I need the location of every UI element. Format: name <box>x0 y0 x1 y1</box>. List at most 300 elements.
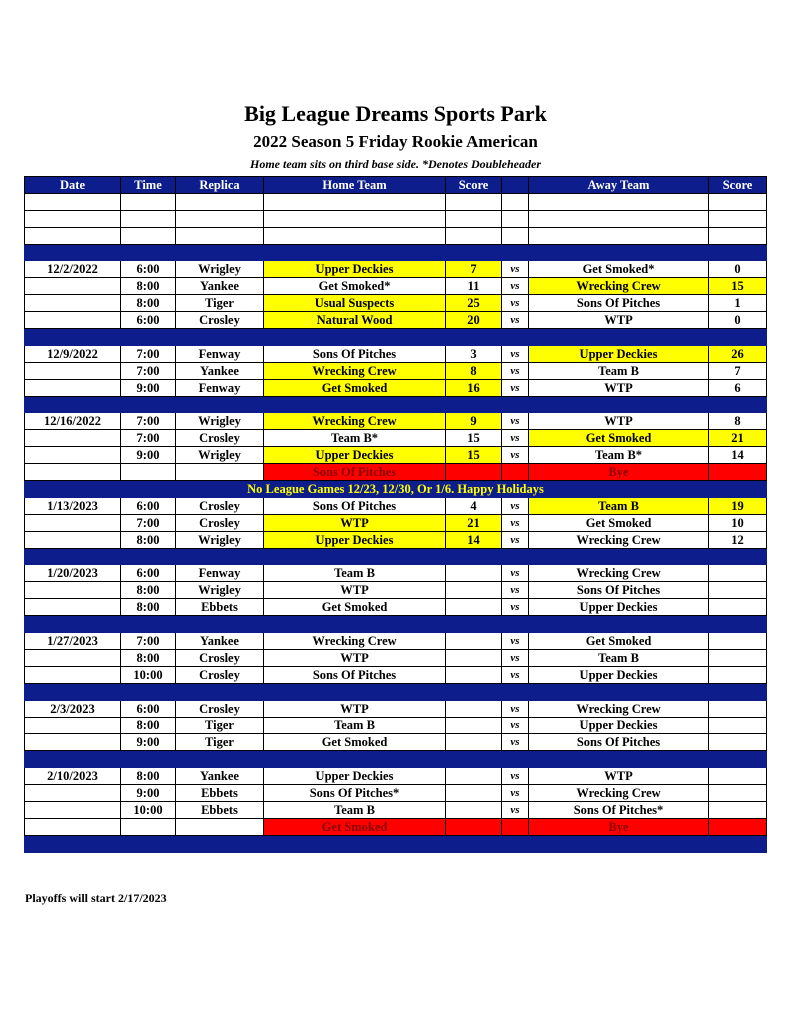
vs-cell <box>502 464 529 481</box>
time-cell: 6:00 <box>121 565 176 582</box>
away-score-cell <box>709 649 767 666</box>
home-score-cell: 3 <box>446 345 502 362</box>
away-score-cell: 12 <box>709 531 767 548</box>
home-score-cell: 15 <box>446 430 502 447</box>
home-team-cell: Sons Of Pitches <box>264 345 446 362</box>
date-cell <box>25 582 121 599</box>
away-score-cell: 7 <box>709 362 767 379</box>
home-team-cell: Sons Of Pitches <box>264 464 446 481</box>
away-team-cell: WTP <box>529 312 709 329</box>
home-team-cell: Wrecking Crew <box>264 362 446 379</box>
home-score-cell <box>446 599 502 616</box>
away-score-cell <box>709 818 767 835</box>
bye-row <box>25 464 767 481</box>
away-team-cell: Sons Of Pitches <box>529 295 709 312</box>
time-cell: 6:00 <box>121 261 176 278</box>
date-cell <box>25 447 121 464</box>
separator-cell <box>176 396 264 413</box>
vs-cell: vs <box>502 497 529 514</box>
replica-cell: Wrigley <box>176 413 264 430</box>
home-team-cell: Team B <box>264 717 446 734</box>
date-cell <box>25 734 121 751</box>
home-score-cell <box>446 565 502 582</box>
vs-cell: vs <box>502 278 529 295</box>
away-team-cell: Team B* <box>529 447 709 464</box>
replica-cell: Yankee <box>176 768 264 785</box>
separator-cell <box>121 396 176 413</box>
away-team-cell: Get Smoked <box>529 514 709 531</box>
empty-cell <box>25 210 121 227</box>
separator-cell <box>529 835 709 852</box>
separator-cell <box>709 329 767 346</box>
separator-cell <box>446 616 502 633</box>
separator-cell <box>25 244 121 261</box>
separator-cell <box>709 751 767 768</box>
time-cell <box>121 464 176 481</box>
separator-cell <box>25 683 121 700</box>
home-score-cell: 20 <box>446 312 502 329</box>
time-cell: 8:00 <box>121 582 176 599</box>
separator-cell <box>446 244 502 261</box>
away-team-cell: Upper Deckies <box>529 717 709 734</box>
away-team-cell: Get Smoked <box>529 633 709 650</box>
empty-cell <box>709 210 767 227</box>
separator-cell <box>529 683 709 700</box>
home-score-cell: 9 <box>446 413 502 430</box>
home-score-cell <box>446 768 502 785</box>
vs-cell: vs <box>502 295 529 312</box>
game-row <box>25 514 767 531</box>
empty-cell <box>446 227 502 244</box>
date-cell <box>25 312 121 329</box>
game-row <box>25 312 767 329</box>
date-cell <box>25 514 121 531</box>
home-score-cell <box>446 582 502 599</box>
separator-cell <box>502 683 529 700</box>
date-cell <box>25 295 121 312</box>
separator-cell <box>176 683 264 700</box>
home-score-cell <box>446 818 502 835</box>
empty-cell <box>529 193 709 210</box>
home-score-cell: 15 <box>446 447 502 464</box>
date-cell: 12/16/2022 <box>25 413 121 430</box>
vs-cell: vs <box>502 379 529 396</box>
home-team-cell: Sons Of Pitches* <box>264 785 446 802</box>
home-team-cell: Wrecking Crew <box>264 413 446 430</box>
away-score-cell: 15 <box>709 278 767 295</box>
replica-cell: Fenway <box>176 379 264 396</box>
separator-cell <box>264 751 446 768</box>
away-team-cell: Get Smoked <box>529 430 709 447</box>
away-score-cell: 6 <box>709 379 767 396</box>
separator-row <box>25 396 767 413</box>
separator-row <box>25 835 767 852</box>
vs-cell: vs <box>502 514 529 531</box>
home-score-cell <box>446 734 502 751</box>
time-cell: 10:00 <box>121 666 176 683</box>
separator-cell <box>709 616 767 633</box>
separator-cell <box>25 548 121 565</box>
date-cell: 12/2/2022 <box>25 261 121 278</box>
schedule-note: Home team sits on third base side. *Denotes Doubleheader <box>250 157 541 171</box>
replica-cell: Crosley <box>176 666 264 683</box>
vs-cell: vs <box>502 717 529 734</box>
away-team-cell: Wrecking Crew <box>529 278 709 295</box>
home-team-cell: Team B <box>264 565 446 582</box>
away-score-cell <box>709 785 767 802</box>
home-team-cell: WTP <box>264 582 446 599</box>
date-cell <box>25 666 121 683</box>
replica-cell: Tiger <box>176 734 264 751</box>
header-row <box>25 177 767 194</box>
empty-cell <box>264 193 446 210</box>
home-team-cell: Upper Deckies <box>264 447 446 464</box>
separator-cell <box>176 751 264 768</box>
empty-cell <box>446 193 502 210</box>
date-cell: 1/27/2023 <box>25 633 121 650</box>
schedule-body <box>25 193 767 852</box>
empty-cell <box>176 210 264 227</box>
replica-cell: Ebbets <box>176 801 264 818</box>
time-cell: 9:00 <box>121 379 176 396</box>
replica-cell: Wrigley <box>176 582 264 599</box>
home-team-cell: Upper Deckies <box>264 768 446 785</box>
replica-cell <box>176 818 264 835</box>
separator-cell <box>502 244 529 261</box>
away-team-cell: Wrecking Crew <box>529 565 709 582</box>
vs-cell: vs <box>502 633 529 650</box>
game-row <box>25 278 767 295</box>
separator-cell <box>121 751 176 768</box>
away-score-cell: 0 <box>709 312 767 329</box>
separator-cell <box>264 683 446 700</box>
home-team-cell: Usual Suspects <box>264 295 446 312</box>
game-row <box>25 362 767 379</box>
date-cell <box>25 362 121 379</box>
away-team-cell: Bye <box>529 464 709 481</box>
replica-cell: Crosley <box>176 497 264 514</box>
away-score-cell <box>709 734 767 751</box>
home-team-cell: WTP <box>264 700 446 717</box>
date-cell <box>25 464 121 481</box>
empty-cell <box>502 210 529 227</box>
col-vs <box>502 177 529 194</box>
home-team-cell: Upper Deckies <box>264 531 446 548</box>
separator-cell <box>121 683 176 700</box>
vs-cell: vs <box>502 785 529 802</box>
home-score-cell <box>446 633 502 650</box>
date-cell <box>25 531 121 548</box>
away-team-cell: Team B <box>529 649 709 666</box>
away-team-cell: Team B <box>529 362 709 379</box>
away-score-cell <box>709 633 767 650</box>
empty-cell <box>502 193 529 210</box>
separator-cell <box>709 548 767 565</box>
away-score-cell <box>709 717 767 734</box>
separator-cell <box>709 396 767 413</box>
replica-cell: Wrigley <box>176 447 264 464</box>
away-team-cell: Wrecking Crew <box>529 700 709 717</box>
home-score-cell: 8 <box>446 362 502 379</box>
home-team-cell: Get Smoked <box>264 734 446 751</box>
time-cell: 10:00 <box>121 801 176 818</box>
away-team-cell: Sons Of Pitches <box>529 734 709 751</box>
separator-row <box>25 244 767 261</box>
vs-cell: vs <box>502 801 529 818</box>
game-row <box>25 582 767 599</box>
empty-cell <box>25 193 121 210</box>
away-score-cell <box>709 599 767 616</box>
time-cell: 7:00 <box>121 362 176 379</box>
away-team-cell: Wrecking Crew <box>529 531 709 548</box>
empty-cell <box>709 227 767 244</box>
separator-cell <box>529 751 709 768</box>
time-cell: 9:00 <box>121 734 176 751</box>
vs-cell: vs <box>502 362 529 379</box>
vs-cell: vs <box>502 261 529 278</box>
game-row <box>25 295 767 312</box>
empty-cell <box>502 227 529 244</box>
vs-cell: vs <box>502 413 529 430</box>
separator-cell <box>446 683 502 700</box>
time-cell: 7:00 <box>121 514 176 531</box>
empty-cell <box>176 193 264 210</box>
away-score-cell: 14 <box>709 447 767 464</box>
empty-cell <box>709 193 767 210</box>
away-team-cell: WTP <box>529 413 709 430</box>
separator-cell <box>121 548 176 565</box>
date-cell <box>25 818 121 835</box>
game-row <box>25 717 767 734</box>
separator-cell <box>25 616 121 633</box>
col-home-team: Home Team <box>264 177 446 194</box>
time-cell: 6:00 <box>121 312 176 329</box>
separator-cell <box>502 329 529 346</box>
replica-cell: Ebbets <box>176 785 264 802</box>
separator-cell <box>25 396 121 413</box>
game-row <box>25 413 767 430</box>
vs-cell: vs <box>502 345 529 362</box>
away-team-cell: Wrecking Crew <box>529 785 709 802</box>
separator-cell <box>709 835 767 852</box>
separator-cell <box>446 835 502 852</box>
separator-cell <box>176 616 264 633</box>
separator-cell <box>502 548 529 565</box>
separator-cell <box>176 329 264 346</box>
empty-cell <box>264 227 446 244</box>
time-cell: 9:00 <box>121 785 176 802</box>
away-team-cell: Sons Of Pitches <box>529 582 709 599</box>
time-cell: 8:00 <box>121 599 176 616</box>
replica-cell: Tiger <box>176 295 264 312</box>
game-row <box>25 345 767 362</box>
away-score-cell: 26 <box>709 345 767 362</box>
separator-cell <box>709 683 767 700</box>
replica-cell: Wrigley <box>176 261 264 278</box>
home-team-cell: Team B* <box>264 430 446 447</box>
time-cell: 7:00 <box>121 633 176 650</box>
away-score-cell: 1 <box>709 295 767 312</box>
separator-cell <box>264 616 446 633</box>
home-score-cell: 14 <box>446 531 502 548</box>
away-team-cell: WTP <box>529 768 709 785</box>
replica-cell: Fenway <box>176 565 264 582</box>
away-score-cell <box>709 700 767 717</box>
game-row <box>25 801 767 818</box>
empty-cell <box>529 210 709 227</box>
home-team-cell: Team B <box>264 801 446 818</box>
home-score-cell: 7 <box>446 261 502 278</box>
home-score-cell <box>446 700 502 717</box>
empty-cell <box>121 210 176 227</box>
schedule-table <box>24 176 767 853</box>
separator-cell <box>264 244 446 261</box>
date-cell <box>25 430 121 447</box>
replica-cell: Crosley <box>176 649 264 666</box>
col-time: Time <box>121 177 176 194</box>
vs-cell: vs <box>502 582 529 599</box>
separator-row <box>25 548 767 565</box>
empty-cell <box>264 210 446 227</box>
home-score-cell <box>446 649 502 666</box>
vs-cell: vs <box>502 599 529 616</box>
separator-cell <box>121 244 176 261</box>
away-score-cell: 21 <box>709 430 767 447</box>
separator-cell <box>529 244 709 261</box>
separator-cell <box>264 548 446 565</box>
replica-cell: Yankee <box>176 278 264 295</box>
holiday-message: No League Games 12/23, 12/30, Or 1/6. Happy Holidays <box>25 481 767 498</box>
time-cell: 8:00 <box>121 717 176 734</box>
away-team-cell: WTP <box>529 379 709 396</box>
away-score-cell <box>709 768 767 785</box>
date-cell <box>25 717 121 734</box>
replica-cell: Crosley <box>176 312 264 329</box>
col-replica: Replica <box>176 177 264 194</box>
away-score-cell: 10 <box>709 514 767 531</box>
separator-row <box>25 616 767 633</box>
away-team-cell: Bye <box>529 818 709 835</box>
replica-cell: Ebbets <box>176 599 264 616</box>
time-cell: 7:00 <box>121 413 176 430</box>
separator-cell <box>502 616 529 633</box>
col-away-score: Score <box>709 177 767 194</box>
separator-cell <box>709 244 767 261</box>
game-row <box>25 565 767 582</box>
game-row <box>25 700 767 717</box>
date-cell: 2/3/2023 <box>25 700 121 717</box>
vs-cell: vs <box>502 312 529 329</box>
time-cell: 8:00 <box>121 531 176 548</box>
separator-cell <box>121 329 176 346</box>
separator-cell <box>264 329 446 346</box>
time-cell: 6:00 <box>121 497 176 514</box>
replica-cell: Wrigley <box>176 531 264 548</box>
separator-row <box>25 481 767 498</box>
playoffs-note: Playoffs will start 2/17/2023 <box>25 891 167 905</box>
date-cell: 12/9/2022 <box>25 345 121 362</box>
away-score-cell <box>709 582 767 599</box>
time-cell: 6:00 <box>121 700 176 717</box>
home-score-cell: 4 <box>446 497 502 514</box>
date-cell <box>25 801 121 818</box>
separator-cell <box>176 244 264 261</box>
home-team-cell: WTP <box>264 649 446 666</box>
time-cell: 7:00 <box>121 345 176 362</box>
separator-cell <box>25 751 121 768</box>
date-cell <box>25 785 121 802</box>
separator-cell <box>264 396 446 413</box>
date-cell <box>25 649 121 666</box>
separator-cell <box>502 396 529 413</box>
separator-row <box>25 329 767 346</box>
game-row <box>25 734 767 751</box>
away-team-cell: Sons Of Pitches* <box>529 801 709 818</box>
date-cell <box>25 379 121 396</box>
separator-cell <box>446 329 502 346</box>
time-cell: 7:00 <box>121 430 176 447</box>
home-team-cell: Natural Wood <box>264 312 446 329</box>
vs-cell: vs <box>502 531 529 548</box>
separator-cell <box>121 835 176 852</box>
date-cell <box>25 599 121 616</box>
vs-cell: vs <box>502 430 529 447</box>
date-cell: 2/10/2023 <box>25 768 121 785</box>
away-score-cell <box>709 464 767 481</box>
empty-row <box>25 193 767 210</box>
home-score-cell <box>446 717 502 734</box>
empty-cell <box>529 227 709 244</box>
separator-cell <box>25 835 121 852</box>
home-team-cell: Get Smoked <box>264 599 446 616</box>
replica-cell: Tiger <box>176 717 264 734</box>
page-title: Big League Dreams Sports Park <box>244 101 547 126</box>
home-score-cell: 21 <box>446 514 502 531</box>
game-row <box>25 497 767 514</box>
game-row <box>25 785 767 802</box>
time-cell: 8:00 <box>121 295 176 312</box>
separator-cell <box>121 616 176 633</box>
home-score-cell <box>446 666 502 683</box>
separator-cell <box>529 616 709 633</box>
home-team-cell: WTP <box>264 514 446 531</box>
game-row <box>25 430 767 447</box>
separator-row <box>25 683 767 700</box>
empty-cell <box>25 227 121 244</box>
vs-cell: vs <box>502 565 529 582</box>
away-score-cell <box>709 801 767 818</box>
home-team-cell: Wrecking Crew <box>264 633 446 650</box>
replica-cell: Yankee <box>176 362 264 379</box>
col-date: Date <box>25 177 121 194</box>
home-team-cell: Sons Of Pitches <box>264 497 446 514</box>
replica-cell: Crosley <box>176 430 264 447</box>
empty-row <box>25 210 767 227</box>
away-team-cell: Get Smoked* <box>529 261 709 278</box>
time-cell <box>121 818 176 835</box>
separator-cell <box>502 751 529 768</box>
replica-cell <box>176 464 264 481</box>
away-score-cell <box>709 666 767 683</box>
separator-row <box>25 751 767 768</box>
game-row <box>25 633 767 650</box>
home-team-cell: Get Smoked <box>264 818 446 835</box>
date-cell: 1/13/2023 <box>25 497 121 514</box>
empty-row <box>25 227 767 244</box>
separator-cell <box>446 751 502 768</box>
game-row <box>25 666 767 683</box>
away-score-cell: 8 <box>709 413 767 430</box>
